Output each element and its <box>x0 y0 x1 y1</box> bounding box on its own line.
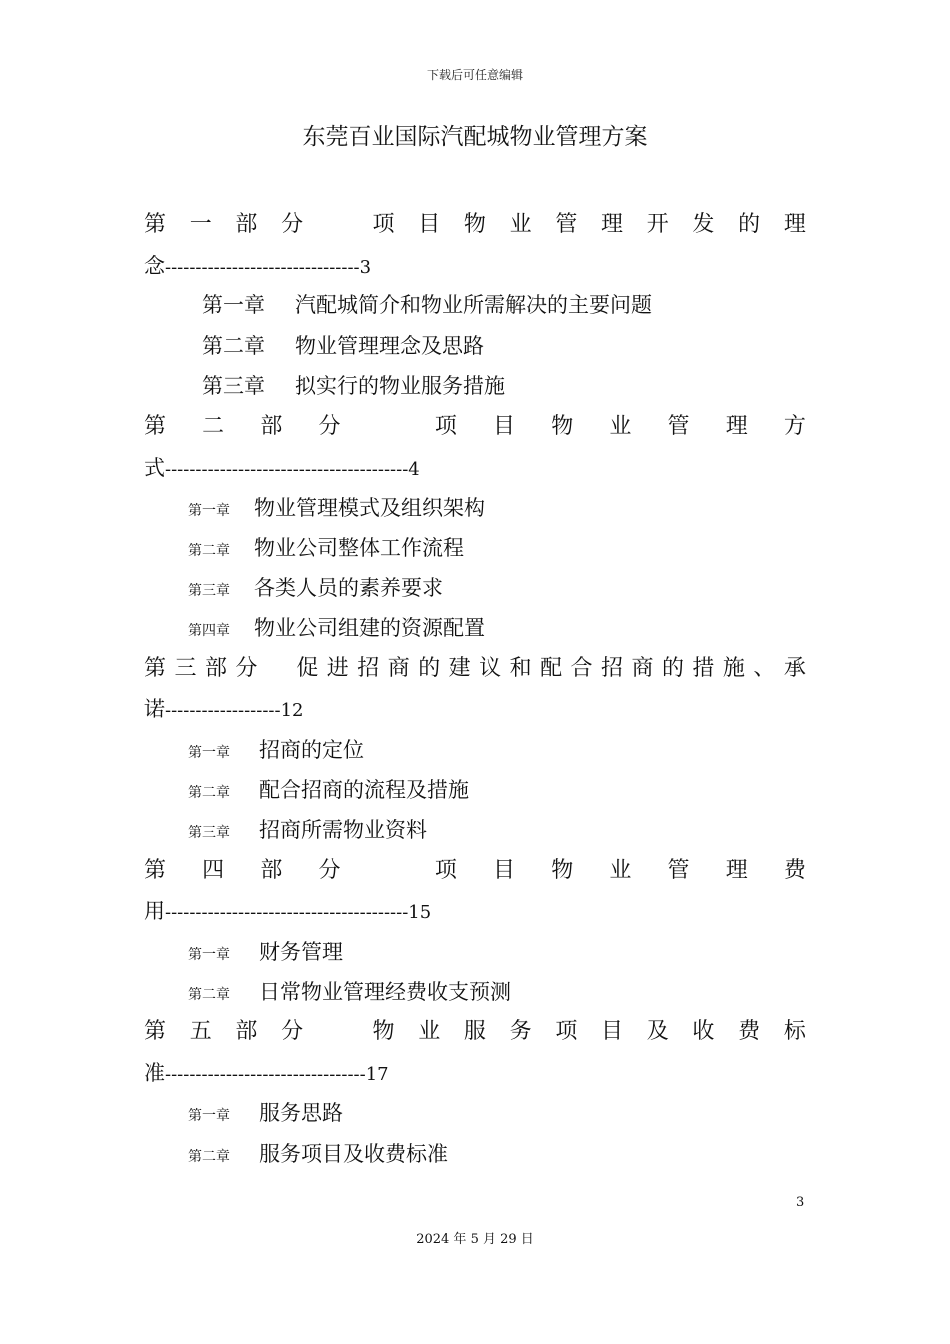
heading-char: 管 <box>555 212 578 237</box>
chapter-label: 第一章 <box>202 293 265 317</box>
heading-char: 及 <box>646 1019 669 1044</box>
chapter-label: 第二章 <box>202 334 265 358</box>
toc-page-number: 15 <box>408 902 432 923</box>
continuation-char: 式 <box>144 456 165 480</box>
heading-char: 的 <box>418 656 441 681</box>
heading-char: 进 <box>326 656 349 681</box>
heading-char: 物 <box>551 858 574 883</box>
heading-spacer <box>327 210 349 240</box>
heading-spacer <box>377 412 399 442</box>
heading-char: 业 <box>418 1019 441 1044</box>
heading-char: 管 <box>667 858 690 883</box>
chapter-title: 拟实行的物业服务措施 <box>295 374 505 398</box>
heading-char: 物 <box>372 1019 395 1044</box>
part-heading-row <box>144 1017 806 1047</box>
heading-char: 一 <box>189 212 212 237</box>
chapter-label: 第三章 <box>188 583 230 599</box>
heading-char: 理 <box>725 858 748 883</box>
heading-char: 的 <box>738 212 761 237</box>
heading-char: 标 <box>783 1019 806 1044</box>
heading-char: 项 <box>434 414 457 439</box>
heading-char: 业 <box>609 858 632 883</box>
chapter-title: 服务思路 <box>259 1101 343 1125</box>
heading-char: 商 <box>387 656 410 681</box>
part-heading-row <box>144 412 806 442</box>
heading-char: 二 <box>202 414 225 439</box>
part-heading-continuation <box>144 453 420 485</box>
part-heading-continuation <box>144 1058 389 1090</box>
toc-page-number: 12 <box>280 700 304 721</box>
heading-char: 物 <box>551 414 574 439</box>
chapter-label: 第二章 <box>188 543 230 559</box>
continuation-char: 用 <box>144 899 165 923</box>
heading-char: 分 <box>235 656 258 681</box>
heading-char: 、 <box>753 656 776 681</box>
chapter-title: 各类人员的素养要求 <box>254 576 443 600</box>
heading-char: 第 <box>144 414 167 439</box>
chapter-title: 财务管理 <box>259 940 343 964</box>
chapter-label: 第二章 <box>188 785 230 801</box>
heading-char: 分 <box>281 1019 304 1044</box>
heading-char: 建 <box>448 656 471 681</box>
heading-char: 配 <box>540 656 563 681</box>
chapter-title: 物业公司组建的资源配置 <box>254 616 485 640</box>
toc-page-number: 3 <box>359 257 372 278</box>
heading-char: 管 <box>667 414 690 439</box>
heading-char: 务 <box>509 1019 532 1044</box>
heading-char: 促 <box>296 656 319 681</box>
header-note: 下载后可任意编辑 <box>426 68 523 82</box>
heading-char: 第 <box>144 212 167 237</box>
part-heading-continuation <box>144 694 303 726</box>
heading-char: 商 <box>631 656 654 681</box>
heading-char: 分 <box>318 414 341 439</box>
toc-page-number: 17 <box>365 1064 389 1085</box>
heading-char: 服 <box>463 1019 486 1044</box>
chapter-title: 物业管理模式及组织架构 <box>254 496 485 520</box>
chapter-label: 第一章 <box>188 1108 230 1124</box>
part-heading-row <box>144 856 806 886</box>
chapter-label: 第三章 <box>202 374 265 398</box>
heading-char: 第 <box>144 1019 167 1044</box>
part-heading-continuation <box>144 251 371 283</box>
heading-char: 理 <box>783 212 806 237</box>
heading-char: 目 <box>493 414 516 439</box>
heading-char: 部 <box>235 1019 258 1044</box>
heading-char: 目 <box>601 1019 624 1044</box>
chapter-title: 服务项目及收费标准 <box>259 1142 448 1166</box>
heading-char: 和 <box>509 656 532 681</box>
heading-char: 项 <box>555 1019 578 1044</box>
leader-dashes: ---------------------------------------- <box>165 902 409 923</box>
heading-char: 议 <box>479 656 502 681</box>
heading-char: 业 <box>609 414 632 439</box>
chapter-label: 第二章 <box>188 1149 230 1165</box>
heading-char: 施 <box>722 656 745 681</box>
heading-char: 第 <box>144 858 167 883</box>
heading-char: 业 <box>509 212 532 237</box>
heading-char: 费 <box>738 1019 761 1044</box>
heading-char: 项 <box>372 212 395 237</box>
leader-dashes: --------------------------------- <box>165 1064 366 1085</box>
continuation-char: 诺 <box>144 697 165 721</box>
heading-char: 发 <box>692 212 715 237</box>
chapter-label: 第三章 <box>188 825 230 841</box>
heading-char: 费 <box>783 858 806 883</box>
heading-char: 目 <box>418 212 441 237</box>
heading-char: 合 <box>570 656 593 681</box>
leader-dashes: -------------------------------- <box>165 257 360 278</box>
heading-char: 方 <box>783 414 806 439</box>
page-number: 3 <box>796 1195 805 1210</box>
chapter-title: 物业公司整体工作流程 <box>254 536 464 560</box>
heading-char: 部 <box>204 656 227 681</box>
document-title: 东莞百业国际汽配城物业管理方案 <box>302 124 648 150</box>
leader-dashes: ---------------------------------------- <box>165 459 409 480</box>
heading-char: 收 <box>692 1019 715 1044</box>
part-heading-row <box>144 654 806 684</box>
continuation-char: 念 <box>144 254 165 278</box>
heading-char: 招 <box>601 656 624 681</box>
chapter-label: 第二章 <box>188 987 230 1003</box>
heading-char: 分 <box>318 858 341 883</box>
heading-char: 承 <box>783 656 806 681</box>
heading-char: 理 <box>601 212 624 237</box>
chapter-title: 配合招商的流程及措施 <box>259 778 469 802</box>
chapter-label: 第一章 <box>188 947 230 963</box>
chapter-label: 第一章 <box>188 745 230 761</box>
heading-spacer <box>327 1017 349 1047</box>
heading-char: 的 <box>661 656 684 681</box>
heading-char: 分 <box>281 212 304 237</box>
heading-spacer <box>377 856 399 886</box>
footer-date: 2024 年 5 月 29 日 <box>416 1232 534 1247</box>
heading-char: 四 <box>202 858 225 883</box>
heading-char: 部 <box>260 414 283 439</box>
heading-char: 项 <box>434 858 457 883</box>
heading-char: 第 <box>144 656 167 681</box>
heading-char: 措 <box>692 656 715 681</box>
heading-spacer <box>266 654 288 684</box>
heading-char: 招 <box>357 656 380 681</box>
leader-dashes: ------------------- <box>165 700 281 721</box>
heading-char: 部 <box>235 212 258 237</box>
toc-page-number: 4 <box>408 459 420 480</box>
heading-char: 物 <box>463 212 486 237</box>
heading-char: 目 <box>493 858 516 883</box>
continuation-char: 准 <box>144 1061 165 1085</box>
chapter-title: 招商所需物业资料 <box>259 818 427 842</box>
chapter-title: 招商的定位 <box>259 738 364 762</box>
heading-char: 部 <box>260 858 283 883</box>
chapter-title: 日常物业管理经费收支预测 <box>259 980 511 1004</box>
heading-char: 开 <box>646 212 669 237</box>
heading-char: 三 <box>174 656 197 681</box>
chapter-title: 汽配城简介和物业所需解决的主要问题 <box>295 293 652 317</box>
chapter-title: 物业管理理念及思路 <box>295 334 484 358</box>
chapter-label: 第一章 <box>188 503 230 519</box>
heading-char: 理 <box>725 414 748 439</box>
part-heading-continuation <box>144 896 431 928</box>
part-heading-row <box>144 210 806 240</box>
heading-char: 五 <box>189 1019 212 1044</box>
chapter-label: 第四章 <box>188 623 230 639</box>
